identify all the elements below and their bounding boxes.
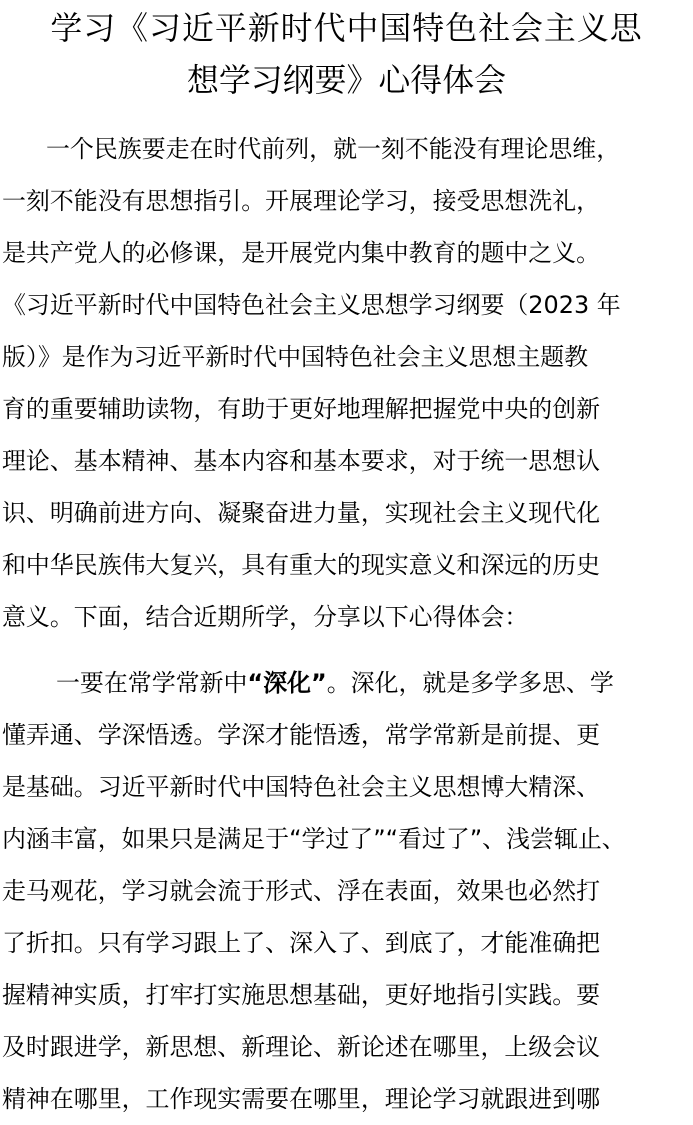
paragraph-line: 了折扣。只有学习跟上了、深入了、到底了，才能准确把: [2, 929, 601, 957]
title-line-2: 想学习纲要》心得体会: [186, 61, 507, 99]
lead-text-rest: 。深化，就是多学多思、学: [326, 669, 614, 697]
paragraph-line: 是共产党人的必修课，是开展党内集中教育的题中之义。: [2, 239, 601, 267]
paragraph-line: 育的重要辅助读物，有助于更好地理解把握党中央的创新: [2, 395, 601, 423]
paragraph-line: 一个民族要走在时代前列，就一刻不能没有理论思维，: [46, 135, 621, 163]
paragraph-line: 和中华民族伟大复兴，具有重大的现实意义和深远的历史: [2, 551, 601, 579]
paragraph-line: 握精神实质，打牢打实施思想基础，更好地指引实践。要: [2, 981, 601, 1009]
paragraph-line: 《习近平新时代中国特色社会主义思想学习纲要（2023 年: [2, 291, 621, 319]
paragraph-line: 一刻不能没有思想指引。开展理论学习，接受思想洗礼，: [2, 187, 601, 215]
paragraph-line: 版）》是作为习近平新时代中国特色社会主义思想主题教: [2, 343, 589, 371]
lead-keyword: “深化”: [247, 669, 327, 697]
paragraph-line: 意义。下面，结合近期所学，分享以下心得体会：: [2, 603, 529, 631]
paragraph-line: 精神在哪里，工作现实需要在哪里，理论学习就跟进到哪: [2, 1085, 601, 1113]
paragraph-1: [0, 123, 693, 643]
paragraph-line: 是基础。习近平新时代中国特色社会主义思想博大精深、: [2, 773, 601, 801]
paragraph-line: 理论、基本精神、基本内容和基本要求，对于统一思想认: [2, 447, 601, 475]
paragraph-line: 识、明确前进方向、凝聚奋进力量，实现社会主义现代化: [2, 499, 601, 527]
paragraph-line: 走马观花，学习就会流于形式、浮在表面，效果也必然打: [2, 877, 601, 905]
document-title: [0, 2, 693, 106]
paragraph-line: 懂弄通、学深悟透。学深才能悟透，常学常新是前提、更: [2, 721, 601, 749]
paragraph-line: 内涵丰富，如果只是满足于“学过了”“看过了”、浅尝辄止、: [2, 825, 626, 853]
title-line-1: 学习《习近平新时代中国特色社会主义思: [50, 9, 643, 47]
paragraph-line: 及时跟进学，新思想、新理论、新论述在哪里，上级会议: [2, 1033, 601, 1061]
paragraph-2: [0, 657, 693, 1125]
lead-text: 一要在常学常新中: [56, 669, 248, 697]
paragraph-lead-line: [0, 657, 693, 709]
document-page: [0, 2, 693, 1113]
